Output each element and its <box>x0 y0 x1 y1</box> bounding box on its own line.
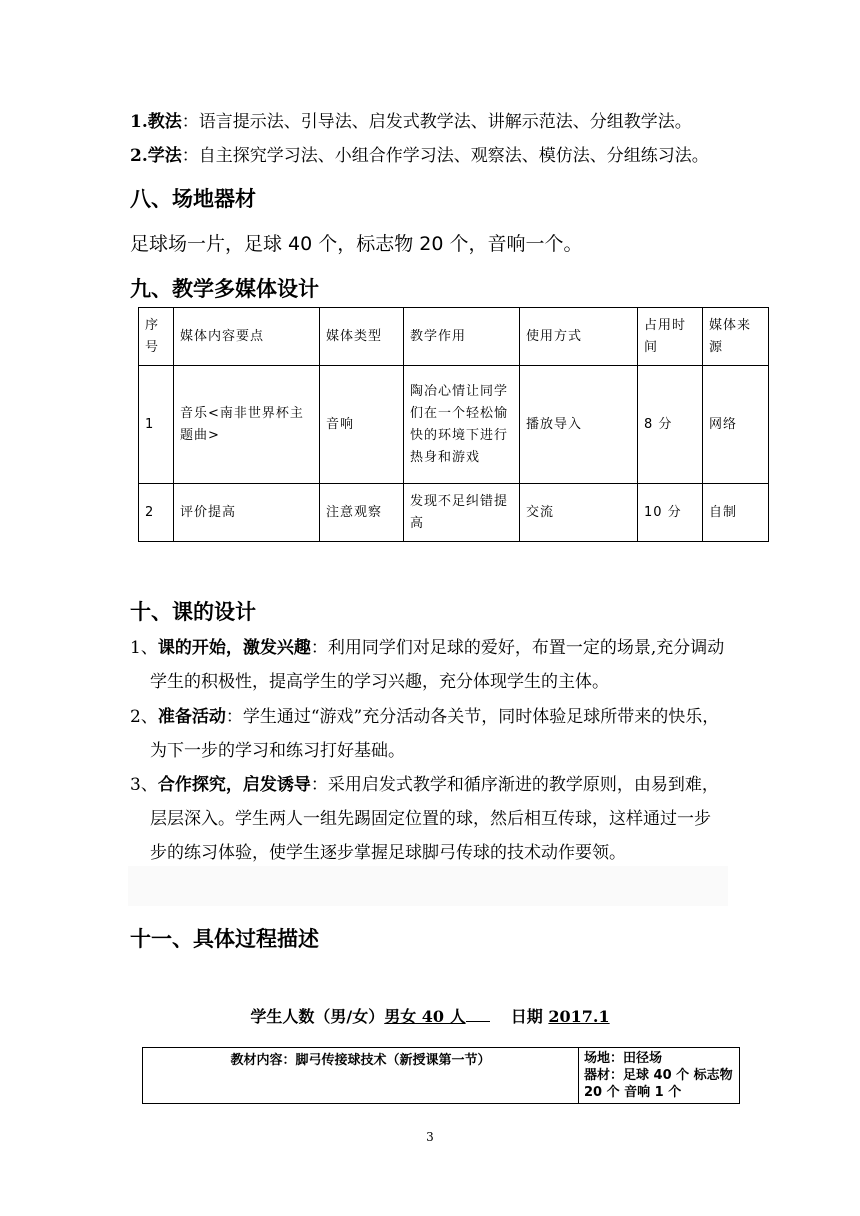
design-item-label: 合作探究，启发诱导 <box>157 775 311 795</box>
header-cell: 使用方式 <box>520 308 638 366</box>
table-cell: 自制 <box>703 484 769 542</box>
student-count-label: 学生人数（男/女） <box>250 1007 385 1026</box>
underline-gap <box>466 1020 490 1022</box>
table-cell: 网络 <box>703 366 769 484</box>
section11-heading: 十一、具体过程描述 <box>130 927 319 951</box>
table-row <box>139 366 769 484</box>
student-count-value: 男女 40 人 <box>384 1007 466 1026</box>
header-cell: 媒体类型 <box>320 308 404 366</box>
table-cell: 2 <box>139 484 174 542</box>
design-item-num: 2、 <box>130 707 158 727</box>
learning-method-label: 学法 <box>147 146 182 166</box>
design-item-3-line2: 层层深入。学生两人一组先踢固定位置的球，然后相互传球，这样通过一步 <box>150 809 711 829</box>
section8-heading: 八、场地器材 <box>130 187 256 211</box>
teaching-method-line <box>130 111 692 133</box>
table-cell: 陶冶心情让同学们在一个轻松愉快的环境下进行热身和游戏 <box>404 366 520 484</box>
venue-equipment-cell <box>579 1048 740 1104</box>
design-item-num: 1、 <box>130 638 158 658</box>
design-item-num: 3、 <box>130 775 158 795</box>
design-item-1-line2: 学生的积极性，提高学生的学习兴趣，充分体现学生的主体。 <box>150 672 609 692</box>
design-item-text: ：利用同学们对足球的爱好，布置一定的场景,充分调动 <box>310 638 725 658</box>
lesson-info-table <box>142 1047 740 1104</box>
media-design-table <box>138 307 769 542</box>
design-item-label: 课的开始，激发兴趣 <box>157 638 311 658</box>
header-cell: 序号 <box>139 308 174 366</box>
table-header-row <box>139 308 769 366</box>
equipment-text: 器材：足球 40 个 标志物 20 个 音响 1 个 <box>584 1068 733 1100</box>
learning-method-line <box>130 145 709 167</box>
learning-method-num: 2. <box>130 146 148 166</box>
design-item-3-line3: 步的练习体验，使学生逐步掌握足球脚弓传球的技术动作要领。 <box>150 843 626 863</box>
table-cell: 8 分 <box>638 366 703 484</box>
design-item-label: 准备活动 <box>157 707 226 727</box>
table-cell: 发现不足纠错提高 <box>404 484 520 542</box>
table-cell: 音乐<南非世界杯主题曲> <box>174 366 320 484</box>
table-cell: 注意观察 <box>320 484 404 542</box>
table-row <box>143 1048 740 1104</box>
design-item-text: ：学生通过“游戏”充分活动各关节，同时体验足球所带来的快乐， <box>225 707 720 727</box>
table-cell: 10 分 <box>638 484 703 542</box>
design-item-1-line1 <box>130 637 724 659</box>
header-cell: 教学作用 <box>404 308 520 366</box>
design-item-3-line1 <box>130 774 719 796</box>
table-cell: 评价提高 <box>174 484 320 542</box>
table-row <box>139 484 769 542</box>
date-label: 日期 <box>510 1007 543 1026</box>
venue-text: 场地：田径场 <box>584 1051 663 1066</box>
design-item-2-line1 <box>130 706 719 728</box>
table-cell: 1 <box>139 366 174 484</box>
table-cell: 音响 <box>320 366 404 484</box>
header-cell: 媒体内容要点 <box>174 308 320 366</box>
design-item-2-line2: 为下一步的学习和练习打好基础。 <box>150 741 405 761</box>
teaching-method-text: ：语言提示法、引导法、启发式教学法、讲解示范法、分组教学法。 <box>181 112 692 132</box>
header-cell: 占用时间 <box>638 308 703 366</box>
table-cell: 播放导入 <box>520 366 638 484</box>
section10-heading: 十、课的设计 <box>130 600 256 624</box>
design-item-text: ：采用启发式教学和循序渐进的教学原则，由易到难， <box>310 775 719 795</box>
class-summary-line <box>0 1004 860 1027</box>
page-number: 3 <box>426 1130 434 1144</box>
teaching-method-num: 1. <box>130 112 148 132</box>
date-value: 2017.1 <box>548 1007 610 1026</box>
section8-text: 足球场一片，足球 40 个，标志物 20 个，音响一个。 <box>130 233 583 255</box>
learning-method-text: ：自主探究学习法、小组合作学习法、观察法、模仿法、分组练习法。 <box>181 146 709 166</box>
lesson-content-cell: 教材内容：脚弓传接球技术（新授课第一节） <box>143 1048 579 1104</box>
teaching-method-label: 教法 <box>147 112 182 132</box>
section9-heading: 九、教学多媒体设计 <box>130 277 319 301</box>
header-cell: 媒体来源 <box>703 308 769 366</box>
shaded-band <box>128 866 728 906</box>
table-cell: 交流 <box>520 484 638 542</box>
